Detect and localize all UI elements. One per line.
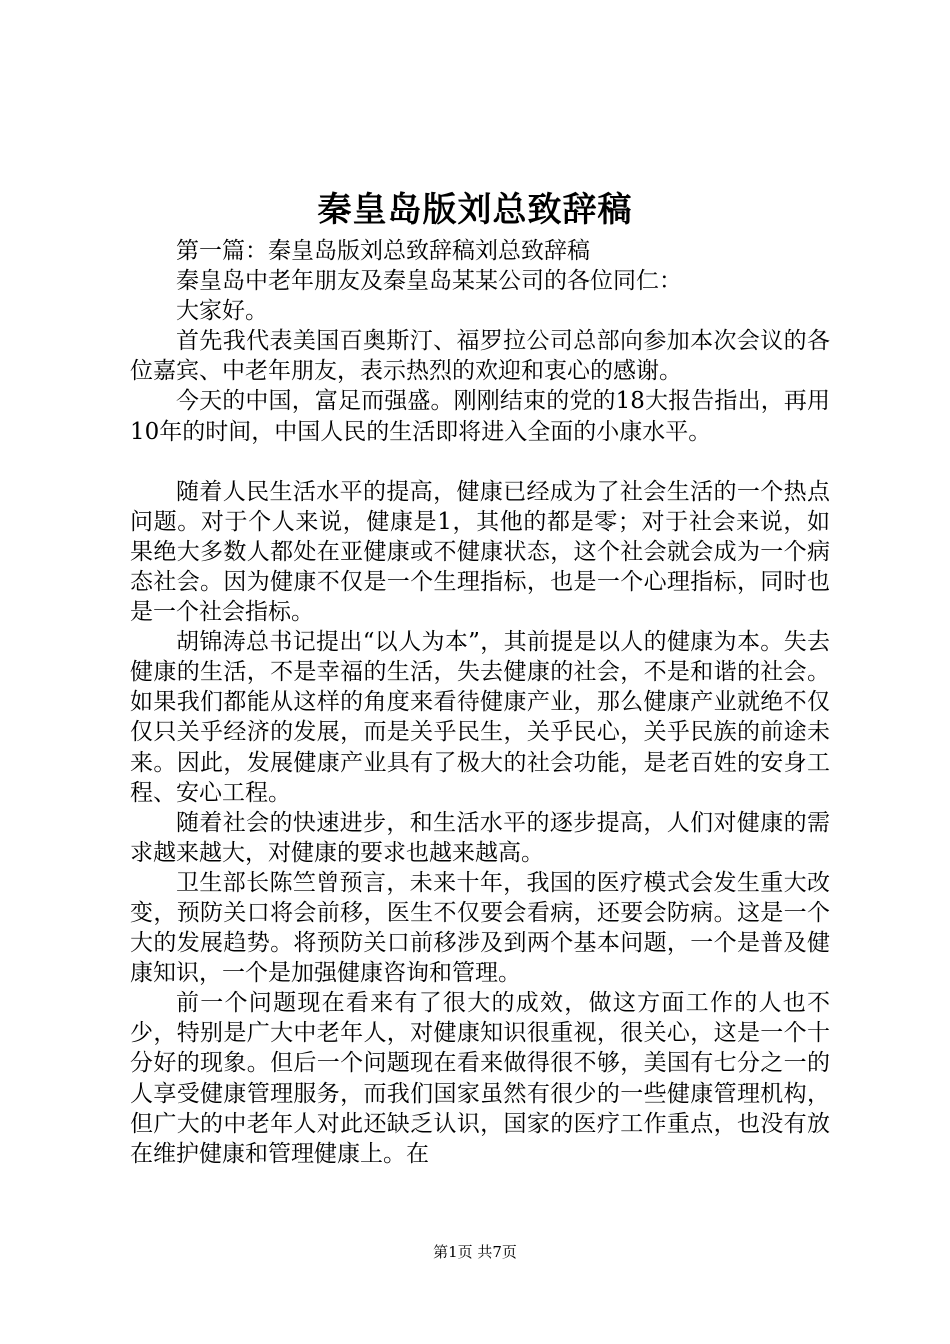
blank-line	[130, 447, 830, 477]
paragraph: 卫生部长陈竺曾预言，未来十年，我国的医疗模式会发生重大改变，预防关口将会前移，医生不仅要会看病，还要会防病。这是一个大的发展趋势。将预防关口前移涉及到两个基本问题，一个是普及健康知识，一个是加强健康咨询和管理。	[130, 869, 830, 987]
paragraph: 随着社会的快速进步，和生活水平的逐步提高，人们对健康的需求越来越大，对健康的要求也越来越高。	[130, 809, 830, 866]
document-title: 秦皇岛版刘总致辞稿	[317, 190, 633, 230]
paragraph-salutation: 秦皇岛中老年朋友及秦皇岛某某公司的各位同仁：	[176, 268, 682, 295]
paragraph: 前一个问题现在看来有了很大的成效，做这方面工作的人也不少，特别是广大中老年人，对健康知识很重视，很关心，这是一个十分好的现象。但后一个问题现在看来做得很不够，美国有七分之一的人享受健康管理服务，而我们国家虽然有很少的一些健康管理机构，但广大的中老年人对此还缺乏认识，国家的医疗工作重点，也没有放在维护健康和管理健康上。在	[130, 990, 830, 1167]
document-body	[130, 236, 830, 1169]
paragraph: 首先我代表美国百奥斯汀、福罗拉公司总部向参加本次会议的各位嘉宾、中老年朋友，表示热烈的欢迎和衷心的感谢。	[130, 328, 830, 385]
page-footer: 第1页 共7页	[433, 1243, 517, 1261]
paragraph: 今天的中国，富足而强盛。刚刚结束的党的18大报告指出，再用10年的时间，中国人民的生活即将进入全面的小康水平。	[130, 388, 830, 445]
paragraph-greeting: 大家好。	[176, 298, 268, 325]
paragraph: 随着人民生活水平的提高，健康已经成为了社会生活的一个热点问题。对于个人来说，健康是1，其他的都是零；对于社会来说，如果绝大多数人都处在亚健康或不健康状态，这个社会就会成为一个病态社会。因为健康不仅是一个生理指标，也是一个心理指标，同时也是一个社会指标。	[130, 478, 830, 626]
paragraph: 胡锦涛总书记提出“以人为本”，其前提是以人的健康为本。失去健康的生活，不是幸福的生活，失去健康的社会，不是和谐的社会。如果我们都能从这样的角度来看待健康产业，那么健康产业就绝不仅仅只关乎经济的发展，而是关乎民生，关乎民心，关乎民族的前途未来。因此，发展健康产业具有了极大的社会功能，是老百姓的安身工程、安心工程。	[130, 629, 830, 806]
paragraph-heading: 第一篇：秦皇岛版刘总致辞稿刘总致辞稿	[176, 238, 590, 264]
